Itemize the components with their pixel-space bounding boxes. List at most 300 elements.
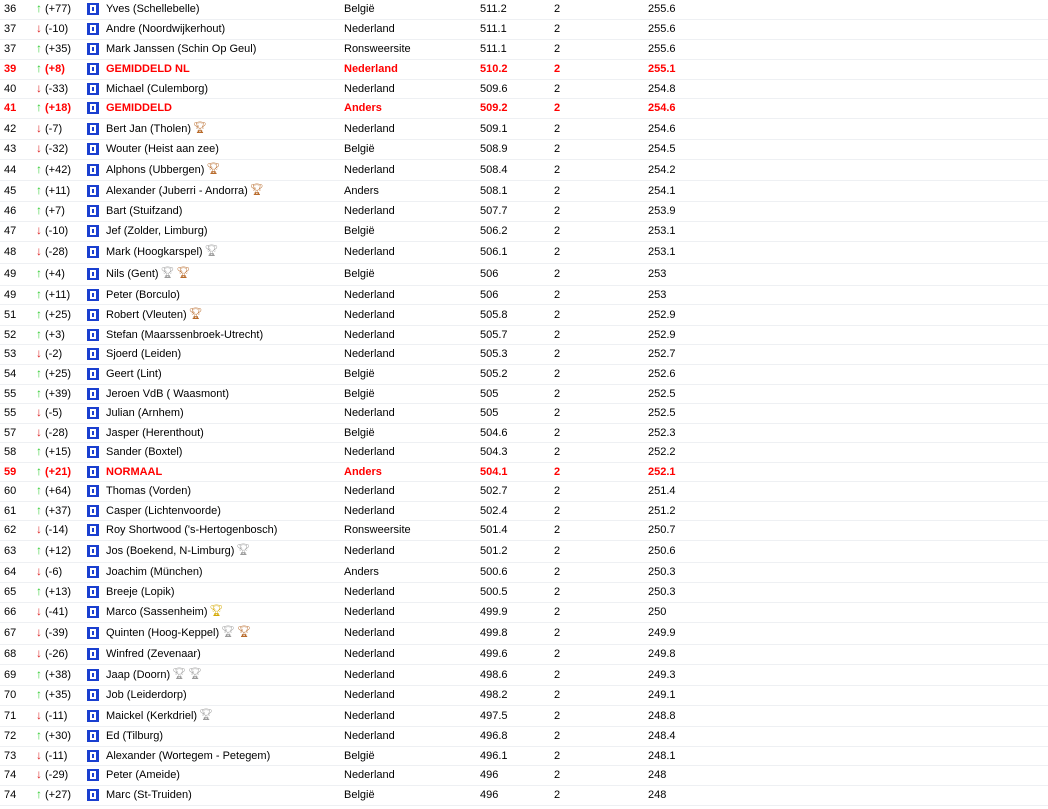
score-cell: 496 — [480, 785, 554, 805]
table-row — [0, 785, 1048, 805]
player-name[interactable]: Wouter (Heist aan zee) — [106, 143, 219, 155]
rank-cell: 52 — [0, 325, 34, 344]
arrow-down-icon: ↓ — [36, 604, 42, 618]
rounds-cell: 2 — [554, 0, 648, 19]
rank-cell: 63 — [0, 540, 34, 562]
rank-cell: 73 — [0, 746, 34, 765]
player-profile-icon[interactable] — [87, 606, 99, 618]
player-name[interactable]: Jasper (Herenthout) — [106, 426, 204, 439]
change-cell — [34, 98, 86, 118]
change-cell — [34, 241, 86, 263]
profile-cell — [86, 765, 106, 785]
player-name[interactable]: Ed (Tilburg) — [106, 730, 164, 742]
player-name[interactable]: Job (Leiderdorp) — [106, 689, 187, 701]
player-name[interactable]: Bert Jan (Tholen) — [106, 122, 191, 135]
country-cell: Nederland — [344, 19, 480, 39]
player-profile-icon[interactable] — [87, 225, 99, 237]
trophies — [207, 606, 223, 618]
rank-change: (-29) — [45, 769, 69, 781]
change-cell — [34, 562, 86, 582]
player-name[interactable]: Breeje (Lopik) — [106, 586, 175, 598]
country-cell: België — [344, 785, 480, 805]
rank-change: (-2) — [45, 348, 63, 360]
rank-change: (+35) — [45, 43, 71, 55]
player-profile-icon[interactable] — [87, 102, 99, 114]
rank-change: (+77) — [45, 3, 71, 16]
player-profile-icon[interactable] — [87, 710, 99, 722]
trophies — [187, 309, 203, 321]
rank-cell: 70 — [0, 685, 34, 705]
arrow-down-icon: ↓ — [36, 80, 42, 95]
player-profile-icon[interactable] — [87, 388, 99, 400]
arrow-down-icon: ↓ — [36, 707, 42, 722]
name-cell — [106, 221, 344, 241]
name-cell — [106, 285, 344, 304]
country-cell: Nederland — [344, 765, 480, 785]
arrow-up-icon: ↑ — [36, 687, 42, 701]
average-cell: 255.1 — [648, 59, 1048, 79]
country-cell: Anders — [344, 180, 480, 201]
name-cell — [106, 241, 344, 263]
name-cell — [106, 201, 344, 221]
change-cell — [34, 520, 86, 540]
player-profile-icon[interactable] — [87, 427, 99, 439]
rounds-cell: 2 — [554, 384, 648, 403]
country-cell: Nederland — [344, 79, 480, 98]
player-name[interactable]: Quinten (Hoog-Keppel) — [106, 627, 220, 639]
change-cell — [34, 285, 86, 304]
player-profile-icon[interactable] — [87, 407, 99, 419]
average-cell: 251.4 — [648, 481, 1048, 501]
rank-change: (+42) — [45, 163, 71, 176]
rounds-cell: 2 — [554, 159, 648, 180]
arrow-up-icon: ↑ — [36, 266, 42, 280]
change-cell — [34, 785, 86, 805]
score-cell: 506.2 — [480, 221, 554, 241]
rounds-cell: 2 — [554, 304, 648, 325]
player-name[interactable]: Thomas (Vorden) — [106, 485, 191, 497]
player-name[interactable]: Geert (Lint) — [106, 368, 162, 380]
profile-cell — [86, 0, 106, 19]
rounds-cell: 2 — [554, 481, 648, 501]
country-cell: Nederland — [344, 622, 480, 644]
profile-cell — [86, 785, 106, 805]
player-profile-icon[interactable] — [87, 750, 99, 762]
player-name[interactable]: Sjoerd (Leiden) — [106, 348, 182, 360]
rounds-cell: 2 — [554, 746, 648, 765]
average-cell: 248.4 — [648, 726, 1048, 746]
arrow-up-icon: ↑ — [36, 385, 42, 400]
player-name[interactable]: Joachim (München) — [106, 566, 203, 578]
rank-change: (+13) — [45, 586, 71, 598]
name-cell — [106, 481, 344, 501]
rank-cell: 41 — [0, 98, 34, 118]
change-cell — [34, 403, 86, 423]
country-cell: Nederland — [344, 501, 480, 520]
score-cell: 502.7 — [480, 481, 554, 501]
rank-cell: 53 — [0, 344, 34, 364]
rank-cell: 40 — [0, 79, 34, 98]
player-profile-icon[interactable] — [87, 730, 99, 742]
player-name[interactable]: Bart (Stuifzand) — [106, 205, 183, 217]
name-cell — [106, 644, 344, 664]
score-cell: 505.2 — [480, 364, 554, 384]
profile-cell — [86, 285, 106, 304]
change-cell — [34, 664, 86, 685]
profile-cell — [86, 344, 106, 364]
arrow-up-icon: ↑ — [36, 728, 42, 742]
name-cell — [106, 501, 344, 520]
arrow-up-icon: ↑ — [36, 161, 42, 176]
player-profile-icon[interactable] — [87, 545, 99, 557]
player-name[interactable]: Sander (Boxtel) — [106, 446, 183, 458]
profile-cell — [86, 540, 106, 562]
player-profile-icon[interactable] — [87, 789, 99, 801]
name-cell — [106, 520, 344, 540]
arrow-down-icon: ↓ — [36, 244, 42, 258]
silver-trophy-icon: 🏆︎ — [188, 667, 203, 680]
rank-change: (-10) — [45, 23, 69, 35]
rank-cell: 71 — [0, 705, 34, 726]
rank-cell: 64 — [0, 562, 34, 582]
name-cell — [106, 726, 344, 746]
table-row — [0, 98, 1048, 118]
rank-change: (-11) — [45, 709, 68, 722]
rounds-cell: 2 — [554, 582, 648, 602]
table-row — [0, 622, 1048, 644]
arrow-up-icon: ↑ — [36, 61, 42, 75]
average-cell: 252.2 — [648, 442, 1048, 462]
player-profile-icon[interactable] — [87, 123, 99, 135]
profile-cell — [86, 664, 106, 685]
player-profile-icon[interactable] — [87, 143, 99, 155]
rank-change: (+15) — [45, 446, 71, 458]
player-name[interactable]: Roy Shortwood ('s-Hertogenbosch) — [106, 524, 278, 536]
country-cell: Nederland — [344, 304, 480, 325]
rank-cell: 37 — [0, 39, 34, 59]
score-cell: 509.6 — [480, 79, 554, 98]
player-profile-icon[interactable] — [87, 485, 99, 497]
player-name[interactable]: Maickel (Kerkdriel) — [106, 709, 198, 722]
player-profile-icon[interactable] — [87, 627, 99, 639]
rank-change: (+11) — [45, 184, 71, 197]
score-cell: 498.6 — [480, 664, 554, 685]
rank-change: (-39) — [45, 627, 69, 639]
country-cell: Nederland — [344, 442, 480, 462]
rank-cell: 54 — [0, 364, 34, 384]
bronze-trophy-icon: 🏆︎ — [206, 162, 221, 175]
arrow-up-icon: ↑ — [36, 286, 42, 301]
profile-cell — [86, 98, 106, 118]
trophies — [197, 710, 213, 722]
average-cell: 248.8 — [648, 705, 1048, 726]
change-cell — [34, 344, 86, 364]
change-cell — [34, 501, 86, 520]
rank-cell: 59 — [0, 462, 34, 481]
average-cell: 249.1 — [648, 685, 1048, 705]
score-cell: 500.5 — [480, 582, 554, 602]
table-row — [0, 602, 1048, 622]
average-cell: 252.6 — [648, 364, 1048, 384]
player-name[interactable]: Stefan (Maarssenbroek-Utrecht) — [106, 328, 264, 341]
country-cell: België — [344, 746, 480, 765]
player-profile-icon[interactable] — [87, 446, 99, 458]
trophies — [248, 185, 264, 197]
player-profile-icon[interactable] — [87, 348, 99, 360]
arrow-up-icon: ↑ — [36, 182, 42, 197]
player-name[interactable]: Alphons (Ubbergen) — [106, 163, 205, 176]
rounds-cell: 2 — [554, 180, 648, 201]
arrow-down-icon: ↓ — [36, 120, 42, 135]
player-profile-icon[interactable] — [87, 669, 99, 681]
player-name[interactable]: Peter (Ameide) — [106, 769, 180, 781]
profile-cell — [86, 403, 106, 423]
player-name[interactable]: Nils (Gent) — [106, 268, 159, 280]
profile-cell — [86, 520, 106, 540]
player-name[interactable]: Yves (Schellebelle) — [106, 3, 200, 16]
player-name[interactable]: Casper (Lichtenvoorde) — [106, 504, 221, 517]
player-profile-icon[interactable] — [87, 43, 99, 55]
player-name[interactable]: Mark Janssen (Schin Op Geul) — [106, 43, 257, 55]
country-cell: Nederland — [344, 201, 480, 221]
player-profile-icon[interactable] — [87, 185, 99, 197]
average-cell: 255.6 — [648, 39, 1048, 59]
table-row — [0, 59, 1048, 79]
table-row — [0, 726, 1048, 746]
rank-cell: 49 — [0, 285, 34, 304]
profile-cell — [86, 384, 106, 403]
rank-cell: 61 — [0, 501, 34, 520]
player-name[interactable]: Jaap (Doorn) — [106, 668, 171, 681]
table-row — [0, 221, 1048, 241]
average-cell: 248 — [648, 785, 1048, 805]
arrow-up-icon: ↑ — [36, 306, 42, 321]
player-profile-icon[interactable] — [87, 246, 99, 258]
arrow-down-icon: ↓ — [36, 625, 42, 639]
table-row — [0, 304, 1048, 325]
player-name[interactable]: Andre (Noordwijkerhout) — [106, 23, 226, 35]
arrow-up-icon: ↑ — [36, 203, 42, 217]
table-row — [0, 746, 1048, 765]
average-cell: 252.5 — [648, 384, 1048, 403]
silver-trophy-icon: 🏆︎ — [221, 626, 236, 638]
player-name[interactable]: Jef (Zolder, Limburg) — [106, 225, 208, 237]
profile-cell — [86, 221, 106, 241]
score-cell: 496 — [480, 765, 554, 785]
player-name[interactable]: Peter (Borculo) — [106, 288, 180, 301]
table-row — [0, 685, 1048, 705]
table-row — [0, 201, 1048, 221]
table-row — [0, 403, 1048, 423]
trophies — [219, 627, 251, 639]
player-profile-icon[interactable] — [87, 368, 99, 380]
player-profile-icon[interactable] — [87, 205, 99, 217]
arrow-down-icon: ↓ — [36, 564, 42, 578]
player-profile-icon[interactable] — [87, 648, 99, 660]
country-cell: België — [344, 263, 480, 285]
player-name[interactable]: Jeroen VdB ( Waasmont) — [106, 387, 230, 400]
rank-change: (+39) — [45, 387, 71, 400]
rounds-cell: 2 — [554, 462, 648, 481]
score-cell: 508.9 — [480, 139, 554, 159]
player-name[interactable]: GEMIDDELD NL — [106, 63, 190, 75]
rank-change: (-28) — [45, 426, 69, 439]
profile-cell — [86, 622, 106, 644]
profile-cell — [86, 423, 106, 442]
rank-change: (+4) — [45, 268, 65, 280]
player-name[interactable]: Julian (Arnhem) — [106, 407, 184, 419]
rounds-cell: 2 — [554, 726, 648, 746]
player-profile-icon[interactable] — [87, 3, 99, 15]
rank-change: (+27) — [45, 789, 71, 801]
rounds-cell: 2 — [554, 685, 648, 705]
change-cell — [34, 304, 86, 325]
player-name[interactable]: Alexander (Juberri - Andorra) — [106, 184, 248, 197]
player-name[interactable]: Michael (Culemborg) — [106, 82, 209, 95]
country-cell: Ronsweersite — [344, 39, 480, 59]
player-name[interactable]: GEMIDDELD — [106, 102, 172, 114]
name-cell — [106, 59, 344, 79]
name-cell — [106, 159, 344, 180]
table-row — [0, 344, 1048, 364]
player-profile-icon[interactable] — [87, 63, 99, 75]
rank-change: (+37) — [45, 504, 71, 517]
average-cell: 253 — [648, 285, 1048, 304]
change-cell — [34, 39, 86, 59]
rank-cell: 42 — [0, 118, 34, 139]
name-cell — [106, 118, 344, 139]
table-row — [0, 423, 1048, 442]
player-profile-icon[interactable] — [87, 586, 99, 598]
average-cell: 253.1 — [648, 241, 1048, 263]
country-cell: België — [344, 139, 480, 159]
score-cell: 505.7 — [480, 325, 554, 344]
trophies — [204, 164, 220, 176]
rounds-cell: 2 — [554, 285, 648, 304]
player-name[interactable]: Marc (St-Truiden) — [106, 789, 192, 801]
rank-cell: 39 — [0, 59, 34, 79]
name-cell — [106, 785, 344, 805]
change-cell — [34, 180, 86, 201]
change-cell — [34, 325, 86, 344]
rounds-cell: 2 — [554, 785, 648, 805]
player-name[interactable]: Winfred (Zevenaar) — [106, 648, 201, 660]
player-name[interactable]: Jos (Boekend, N-Limburg) — [106, 545, 235, 557]
player-name[interactable]: Alexander (Wortegem - Petegem) — [106, 749, 271, 762]
bronze-trophy-icon: 🏆︎ — [176, 267, 191, 279]
table-row — [0, 285, 1048, 304]
rank-change: (-26) — [45, 648, 69, 660]
name-cell — [106, 263, 344, 285]
player-profile-icon[interactable] — [87, 769, 99, 781]
average-cell: 252.9 — [648, 325, 1048, 344]
profile-cell — [86, 746, 106, 765]
bronze-trophy-icon: 🏆︎ — [188, 307, 203, 320]
average-cell: 250 — [648, 602, 1048, 622]
table-row — [0, 462, 1048, 481]
country-cell: Nederland — [344, 602, 480, 622]
rounds-cell: 2 — [554, 59, 648, 79]
arrow-down-icon: ↓ — [36, 346, 42, 360]
name-cell — [106, 79, 344, 98]
rank-change: (-11) — [45, 749, 68, 762]
profile-cell — [86, 118, 106, 139]
name-cell — [106, 344, 344, 364]
rank-cell: 43 — [0, 139, 34, 159]
player-profile-icon[interactable] — [87, 309, 99, 321]
rounds-cell: 2 — [554, 325, 648, 344]
average-cell: 253.1 — [648, 221, 1048, 241]
arrow-up-icon: ↑ — [36, 463, 42, 478]
player-profile-icon[interactable] — [87, 164, 99, 176]
player-name[interactable]: Marco (Sassenheim) — [106, 606, 208, 618]
country-cell: België — [344, 364, 480, 384]
player-profile-icon[interactable] — [87, 23, 99, 35]
average-cell: 255.6 — [648, 19, 1048, 39]
score-cell: 504.1 — [480, 462, 554, 481]
rank-cell: 58 — [0, 442, 34, 462]
rank-change: (-6) — [45, 566, 63, 578]
rounds-cell: 2 — [554, 201, 648, 221]
player-profile-icon[interactable] — [87, 566, 99, 578]
arrow-up-icon: ↑ — [36, 366, 42, 380]
arrow-down-icon: ↓ — [36, 522, 42, 536]
score-cell: 501.4 — [480, 520, 554, 540]
player-name[interactable]: NORMAAL — [106, 465, 163, 478]
score-cell: 507.7 — [480, 201, 554, 221]
player-profile-icon[interactable] — [87, 505, 99, 517]
country-cell: Nederland — [344, 325, 480, 344]
profile-cell — [86, 79, 106, 98]
player-profile-icon[interactable] — [87, 268, 99, 280]
score-cell: 510.2 — [480, 59, 554, 79]
name-cell — [106, 582, 344, 602]
country-cell: Nederland — [344, 403, 480, 423]
table-row — [0, 582, 1048, 602]
rank-change: (-28) — [45, 246, 69, 258]
country-cell: België — [344, 0, 480, 19]
score-cell: 498.2 — [480, 685, 554, 705]
profile-cell — [86, 39, 106, 59]
arrow-down-icon: ↓ — [36, 767, 42, 781]
table-row — [0, 159, 1048, 180]
rank-change: (+21) — [45, 465, 71, 478]
average-cell: 250.7 — [648, 520, 1048, 540]
player-profile-icon[interactable] — [87, 289, 99, 301]
profile-cell — [86, 726, 106, 746]
rank-cell: 65 — [0, 582, 34, 602]
player-profile-icon[interactable] — [87, 524, 99, 536]
rank-cell: 66 — [0, 602, 34, 622]
table-row — [0, 241, 1048, 263]
player-name[interactable]: Mark (Hoogkarspel) — [106, 246, 203, 258]
player-profile-icon[interactable] — [87, 689, 99, 701]
player-profile-icon[interactable] — [87, 329, 99, 341]
rank-change: (-5) — [45, 407, 63, 419]
player-name[interactable]: Robert (Vleuten) — [106, 308, 187, 321]
name-cell — [106, 180, 344, 201]
rank-change: (-10) — [45, 225, 69, 237]
average-cell: 249.9 — [648, 622, 1048, 644]
player-profile-icon[interactable] — [87, 83, 99, 95]
rounds-cell: 2 — [554, 263, 648, 285]
change-cell — [34, 423, 86, 442]
profile-cell — [86, 442, 106, 462]
change-cell — [34, 644, 86, 664]
score-cell: 500.6 — [480, 562, 554, 582]
player-profile-icon[interactable] — [87, 466, 99, 478]
average-cell: 250.3 — [648, 582, 1048, 602]
